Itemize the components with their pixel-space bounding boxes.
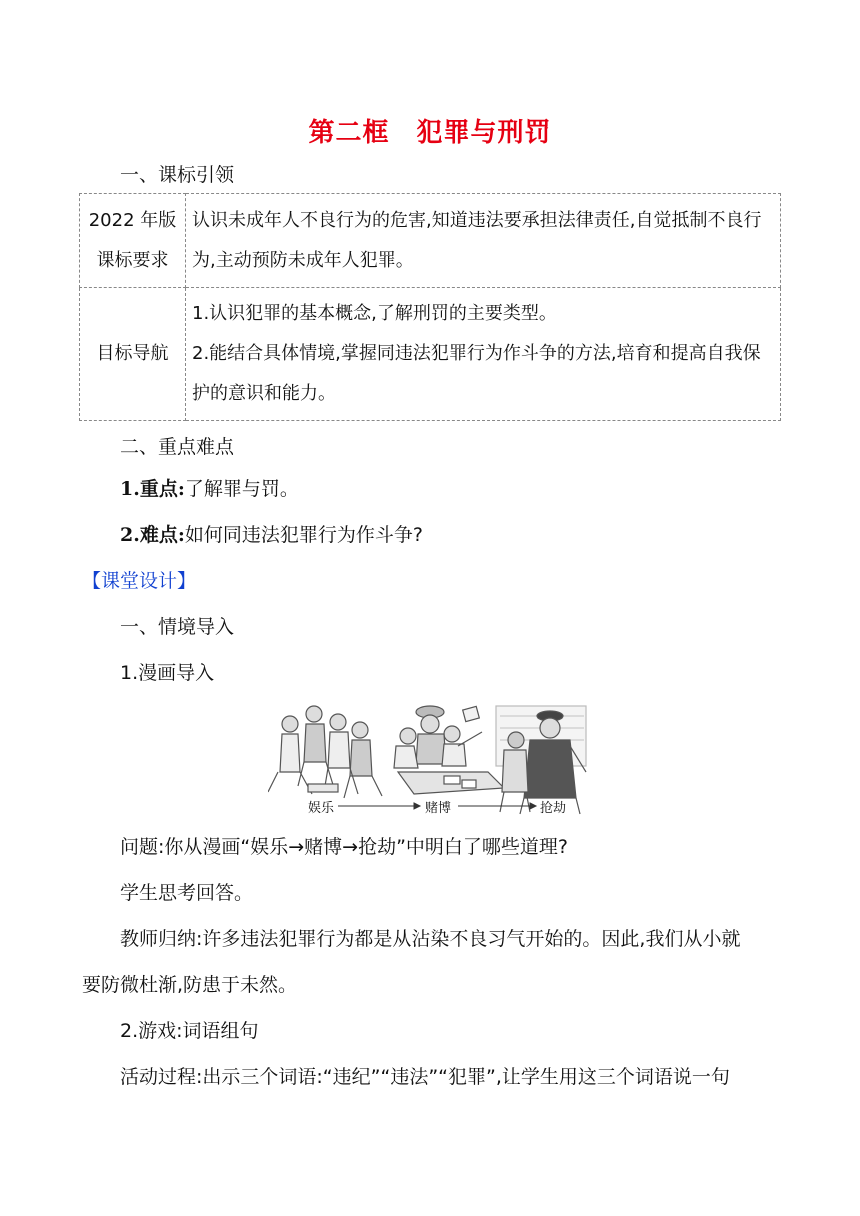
class-design-heading: 【课堂设计】 [82,570,197,592]
teacher-summary-line2: 要防微杜渐,防患于未然。 [82,974,298,996]
comic-caption-robbery: 抢劫 [540,801,567,816]
game-heading: 2.游戏:词语组句 [120,1020,259,1042]
goal-item: 1.认识犯罪的基本概念,了解刑罚的主要类型。 [192,303,557,324]
lesson-title: 第二框 犯罪与刑罚 [308,118,552,148]
table-text-standard: 认识未成年人不良行为的危害,知道违法要承担法律责任,自觉抵制不良行为,主动预防未成年人犯罪。 [186,194,781,288]
section-heading-key-points: 二、重点难点 [120,436,235,458]
table-label-standard: 2022 年版 课标要求 [80,194,186,288]
comic-heading: 1.漫画导入 [120,662,215,684]
question-text: 问题:你从漫画“娱乐→赌博→抢劫”中明白了哪些道理? [120,836,569,858]
student-text: 学生思考回答。 [120,882,254,904]
teacher-summary-line1: 教师归纳:许多违法犯罪行为都是从沾染不良习气开始的。因此,我们从小就 [120,928,741,950]
key-point-text: 了解罪与罚。 [184,478,299,500]
difficulty-text: 如何同违法犯罪行为作斗争? [184,524,423,546]
table-label-goals: 目标导航 [80,288,186,421]
comic-caption-entertainment: 娱乐 [308,801,335,816]
activity-text: 活动过程:出示三个词语:“违纪”“违法”“犯罪”,让学生用这三个词语说一句 [120,1066,730,1088]
goal-item: 2.能结合具体情境,掌握同违法犯罪行为作斗争的方法,培育和提高自我保护的意识和能力。 [192,343,761,404]
key-point-label: 1.重点: [120,478,185,500]
difficulty-label: 2.难点: [120,524,185,546]
intro-heading: 一、情境导入 [120,616,235,638]
section-heading-curriculum: 一、课标引领 [120,164,235,186]
comic-caption-gambling: 赌博 [425,801,452,816]
